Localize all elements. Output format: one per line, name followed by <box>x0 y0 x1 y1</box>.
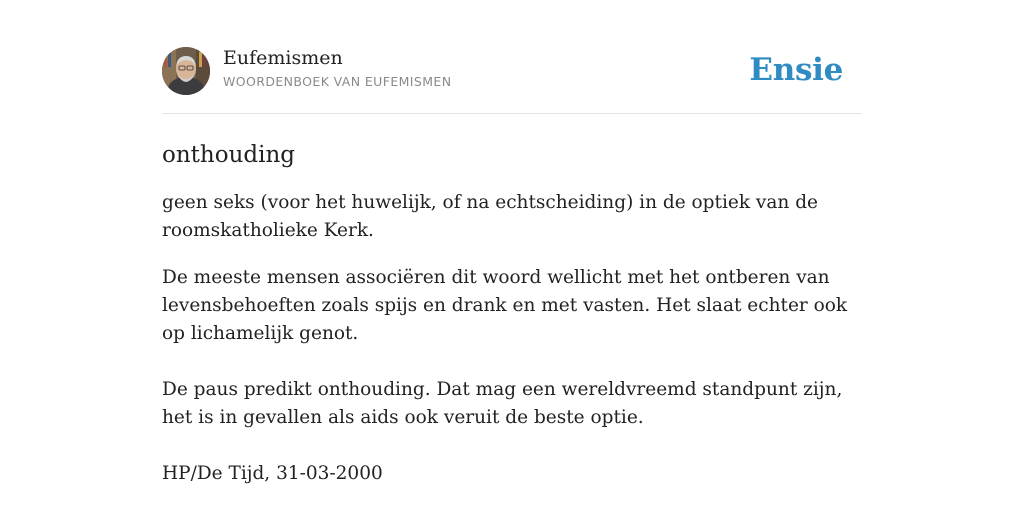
author-name[interactable]: Eufemismen <box>223 47 343 69</box>
entry-definition: geen seks (voor het huwelijk, of na echtscheiding) in de optiek van de roomskatholieke Kerk. <box>162 192 818 241</box>
example-paragraph: De meeste mensen associëren dit woord wellicht met het ontberen van levensbehoeften zoals spijs en drank en met vasten. Het slaat echter ook op lichamelijk genot. <box>162 267 848 344</box>
example-paragraph: De paus predikt onthouding. Dat mag een wereldvreemd standpunt zijn, het is in gevallen als aids ook veruit de beste optie. <box>162 379 843 428</box>
avatar[interactable] <box>162 47 210 95</box>
ensie-logo[interactable]: Ensie <box>749 52 843 88</box>
dictionary-subtitle[interactable]: WOORDENBOEK VAN EUFEMISMEN <box>223 74 452 89</box>
header <box>162 46 862 114</box>
entry-card <box>162 46 862 488</box>
entry-example <box>162 264 862 488</box>
example-source: HP/De Tijd, 31-03-2000 <box>162 463 383 484</box>
author-portrait-icon <box>162 47 210 95</box>
entry-term: onthouding <box>162 142 295 168</box>
